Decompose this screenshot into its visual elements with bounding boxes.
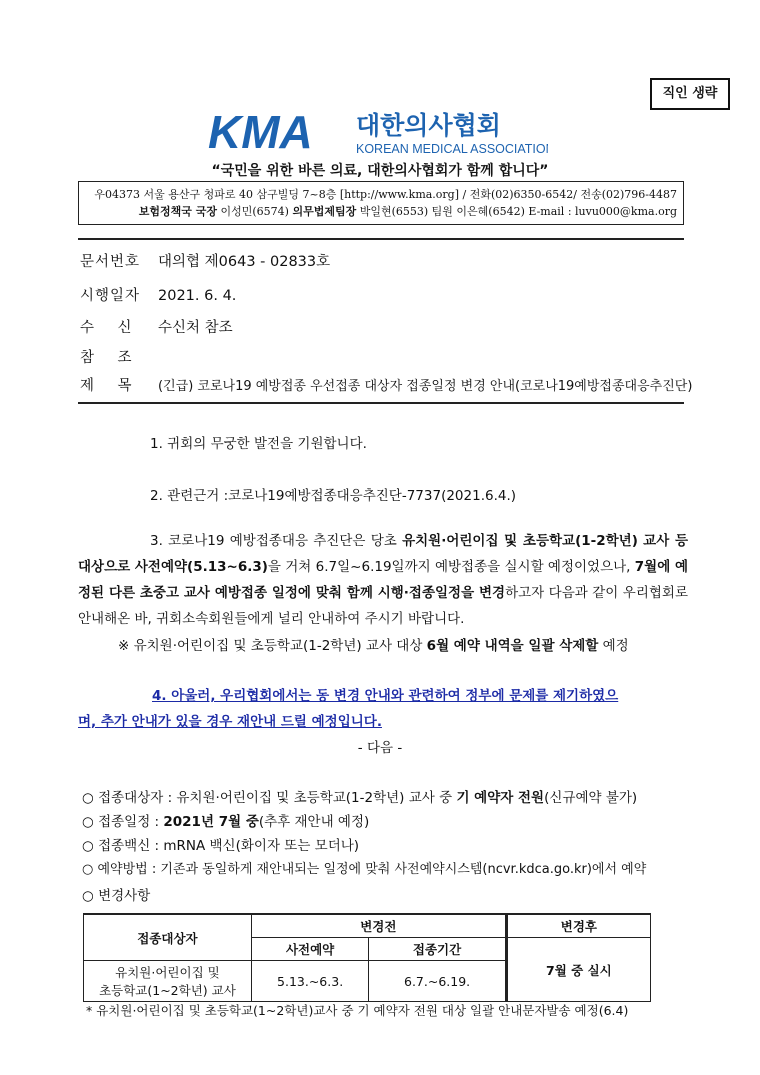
note: ※ 유치원·어린이집 및 초등학교(1-2학년) 교사 대상 6월 예약 내역을 일괄 삭제할 예정 [118, 638, 629, 654]
item-vaccine: ○ 접종백신 : mRNA 백신(화이자 또는 모더나) [82, 838, 360, 854]
para-3: 3. 코로나19 예방접종대응 추진단은 당초 유치원·어린이집 및 초등학교(1-2학년) 교사 등 대상으로 사전예약(5.13~6.3)을 거쳐 6.7일~6.19일까지 예방접종을 실시할 예정이었으나, 7월에 예정된 다른 초중고 교사 예방접종 일정에 맞춰 함께 시행·접종일정을 변경하고자 다음과 같이 우리협회로 안내해온 바, 귀회소속회원들에게 널리 안내하여 주시기 바랍니다. [78, 533, 688, 627]
logo-mark: KMA [208, 108, 313, 158]
meta-doc-number: 문서번호 대의협 제0643 - 02833호 [80, 254, 331, 270]
slogan: “국민을 위한 바른 의료, 대한의사협회가 함께 합니다” [211, 163, 549, 179]
meta-recipient: 수 신 수신처 참조 [80, 320, 233, 336]
seal-omitted-box: 직인 생략 [650, 78, 730, 110]
meta-reference: 참 조 [80, 350, 133, 366]
item-changes: ○ 변경사항 [82, 888, 151, 904]
th-period: 접종기간 [369, 938, 506, 961]
item-target: ○ 접종대상자 : 유치원·어린이집 및 초등학교(1-2학년) 교사 중 기 예약자 전원(신규예약 불가) [82, 790, 638, 806]
para-1: 1. 귀회의 무궁한 발전을 기원합니다. [150, 436, 367, 452]
th-after: 변경후 [506, 914, 650, 938]
item-schedule: ○ 접종일정 : 2021년 7월 중(추후 재안내 예정) [82, 814, 370, 830]
kma-logo [208, 108, 548, 158]
th-before: 변경전 [251, 914, 506, 938]
cell-period: 6.7.~6.19. [369, 961, 506, 1002]
para-2: 2. 관련근거 :코로나19예방접종대응추진단-7737(2021.6.4.) [150, 488, 517, 504]
item-reservation: ○ 예약방법 : 기존과 동일하게 재안내되는 일정에 맞춰 사전예약시스템(ncvr.kdca.go.kr)에서 예약 [82, 862, 647, 877]
cell-target: 유치원·어린이집 및 초등학교(1~2학년) 교사 [84, 961, 252, 1002]
th-target: 접종대상자 [84, 914, 252, 961]
para-4-line-2: 며, 추가 안내가 있을 경우 재안내 드릴 예정입니다. [78, 714, 382, 730]
divider [78, 238, 684, 240]
cell-after: 7월 중 실시 [506, 938, 650, 1002]
meta-date: 시행일자 2021. 6. 4. [80, 288, 237, 304]
contact-box [78, 181, 684, 225]
separator-next: - 다음 - [357, 740, 403, 756]
th-reserve: 사전예약 [251, 938, 368, 961]
cell-reserve: 5.13.~6.3. [251, 961, 368, 1002]
changes-table [83, 913, 651, 1002]
logo-name-ko: 대한의사협회 [356, 111, 501, 140]
contact-line-1: 우04373 서울 용산구 청파로 40 삼구빌딩 7~8층 [http://www.kma.org] / 전화(02)6350-6542/ 전송(02)796-4487 [94, 188, 677, 201]
contact-line-2: 보험정책국 국장 이성민(6574) 의무법제팀장 박일현(6553) 팀원 이은혜(6542) E-mail : luvu000@kma.org [138, 205, 677, 218]
divider [78, 402, 684, 404]
meta-subject: 제 목 (긴급) 코로나19 예방접종 우선접종 대상자 접종일정 변경 안내(코로나19예방접종대응추진단) [80, 378, 693, 394]
para-4-line-1: 4. 아울러, 우리협회에서는 동 변경 안내와 관련하여 정부에 문제를 제기하였으 [152, 688, 619, 704]
logo-name-en: KOREAN MEDICAL ASSOCIATION [356, 142, 548, 156]
footnote: * 유치원·어린이집 및 초등학교(1~2학년)교사 중 기 예약자 전원 대상 일괄 안내문자발송 예정(6.4) [86, 1003, 629, 1018]
